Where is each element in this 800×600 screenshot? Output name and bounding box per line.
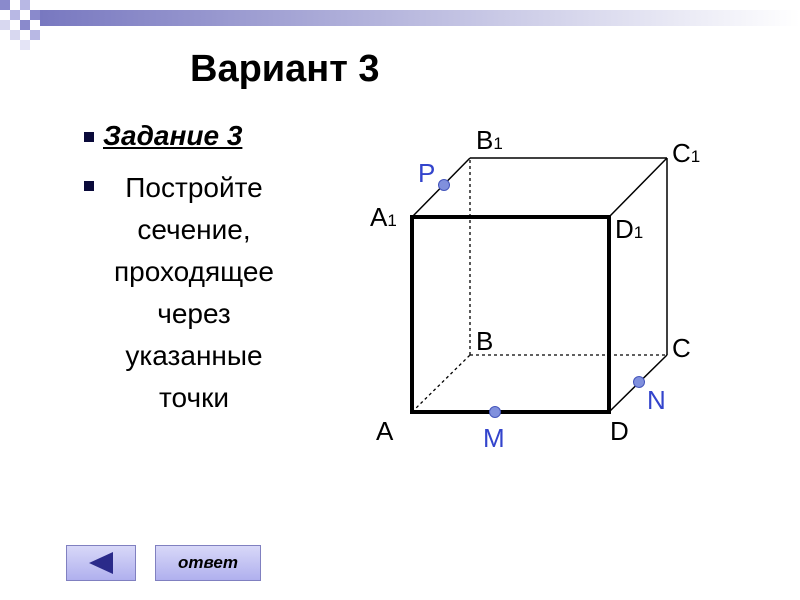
instruction-line: указанные [125,340,263,371]
slide-title: Вариант 3 [190,48,380,90]
point-n-marker [634,377,645,388]
instruction-line: проходящее [113,256,274,287]
vertex-a-label: A [376,416,394,446]
point-p-marker [439,180,450,191]
vertex-b-label: B [476,326,494,356]
vertex-d-label: D [610,416,629,446]
point-m-marker [490,407,501,418]
instruction-line: Постройте [125,172,263,203]
vertex-c-label: C [672,333,691,363]
edge [609,158,667,217]
point-m-label: M [483,423,505,453]
instruction-line: через [157,298,231,329]
instruction-line: сечение, [137,214,251,245]
point-n-label: N [647,385,666,415]
vertex-b1-label: B1 [476,125,503,155]
point-p-label: P [418,158,436,188]
back-button[interactable] [66,545,136,581]
instruction-line: точки [159,382,229,413]
front-face [412,217,609,412]
answer-button[interactable] [155,545,261,581]
vertex-c1-label: C1 [672,138,701,168]
arrow-left-icon [67,546,135,580]
answer-button-label: ответ [178,553,238,572]
vertex-d1-label: D1 [615,214,644,244]
hidden-edge [412,355,470,412]
task-label: Задание 3 [103,120,243,151]
vertex-a1-label: A1 [370,202,397,232]
